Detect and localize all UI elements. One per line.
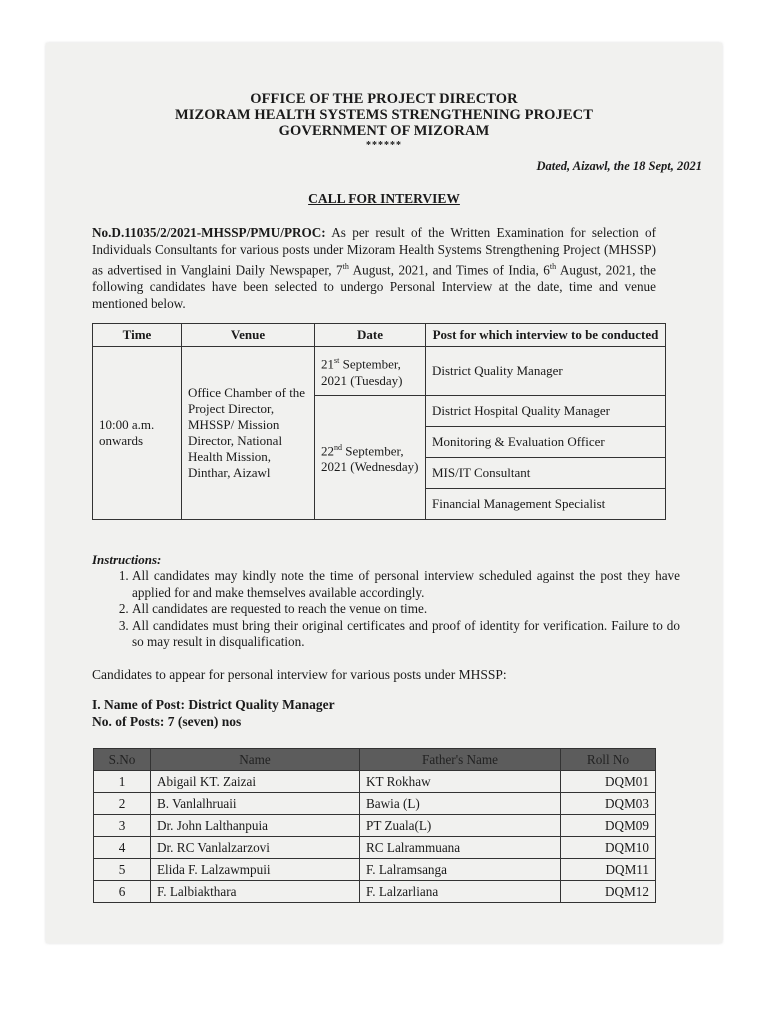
col-post: Post for which interview to be conducted xyxy=(426,324,666,347)
post-cell: Financial Management Specialist xyxy=(426,489,666,520)
post-count: No. of Posts: 7 (seven) nos xyxy=(92,714,242,729)
post-cell: District Hospital Quality Manager xyxy=(426,396,666,427)
header-separator: ****** xyxy=(366,140,402,151)
schedule-header-row xyxy=(93,324,666,347)
col-roll: Roll No xyxy=(561,749,656,771)
instructions-list xyxy=(106,568,680,651)
office-title: OFFICE OF THE PROJECT DIRECTOR xyxy=(250,91,518,107)
instruction-item: 1. All candidates may kindly note the time of personal interview scheduled against the post they have applied for and make themselves available accordingly. xyxy=(132,568,680,601)
col-name: Name xyxy=(151,749,360,771)
col-sno: S.No xyxy=(94,749,151,771)
document-title: CALL FOR INTERVIEW xyxy=(308,191,460,206)
col-time: Time xyxy=(93,324,182,347)
table-row: 3 Dr. John Lalthanpuia PT Zuala(L) DQM09 xyxy=(94,815,656,837)
date-cell-2: 22nd September, 2021 (Wednesday) xyxy=(315,396,426,520)
schedule-row xyxy=(93,347,666,396)
instruction-item: 3. All candidates must bring their original certificates and proof of identity for verification. Failure to do so may result in disqualification. xyxy=(132,618,680,651)
table-row: 6 F. Lalbiakthara F. Lalzarliana DQM12 xyxy=(94,881,656,903)
dated-line: Dated, Aizawl, the 18 Sept, 2021 xyxy=(536,159,702,173)
col-venue: Venue xyxy=(182,324,315,347)
post-name: I. Name of Post: District Quality Manager xyxy=(92,697,335,712)
candidates-header-row xyxy=(94,749,656,771)
table-row: 2 B. Vanlalhruaii Bawia (L) DQM03 xyxy=(94,793,656,815)
instruction-item: 2. All candidates are requested to reach the venue on time. xyxy=(132,601,680,618)
candidates-table xyxy=(93,748,656,903)
col-date: Date xyxy=(315,324,426,347)
table-row: 1 Abigail KT. Zaizai KT Rokhaw DQM01 xyxy=(94,771,656,793)
post-cell: Monitoring & Evaluation Officer xyxy=(426,427,666,458)
reference-number: No.D.11035/2/2021-MHSSP/PMU/PROC: xyxy=(92,225,326,240)
dated-day: 18 xyxy=(632,159,646,173)
post-cell: District Quality Manager xyxy=(426,347,666,396)
table-row: 4 Dr. RC Vanlalzarzovi RC Lalrammuana DQM10 xyxy=(94,837,656,859)
venue-cell: Office Chamber of the Project Director, MHSSP/ Mission Director, National Health Mission, Dinthar, Aizawl xyxy=(182,347,315,520)
candidates-intro: Candidates to appear for personal interview for various posts under MHSSP: xyxy=(92,667,507,682)
post-cell: MIS/IT Consultant xyxy=(426,458,666,489)
col-father: Father's Name xyxy=(360,749,561,771)
project-title: MIZORAM HEALTH SYSTEMS STRENGTHENING PROJECT xyxy=(175,107,593,123)
intro-paragraph: No.D.11035/2/2021-MHSSP/PMU/PROC: As per result of the Written Examination for selection of Individuals Consultants for various posts under Mizoram Health Systems Strengthening Project (MHSSP) as advertised in Vanglaini Daily Newspaper, 7th August, 2021, and Times of India, 6th August, 2021, the following candidates have been selected to undergo Personal Interview at the date, time and venue mentioned below. xyxy=(92,225,656,312)
instructions-title: Instructions: xyxy=(92,552,162,567)
government-title: GOVERNMENT OF MIZORAM xyxy=(278,123,490,139)
table-row: 5 Elida F. Lalzawmpuii F. Lalramsanga DQM11 xyxy=(94,859,656,881)
date-cell-1: 21st September, 2021 (Tuesday) xyxy=(315,347,426,396)
schedule-table xyxy=(92,323,666,520)
time-cell: 10:00 a.m. onwards xyxy=(93,347,182,520)
